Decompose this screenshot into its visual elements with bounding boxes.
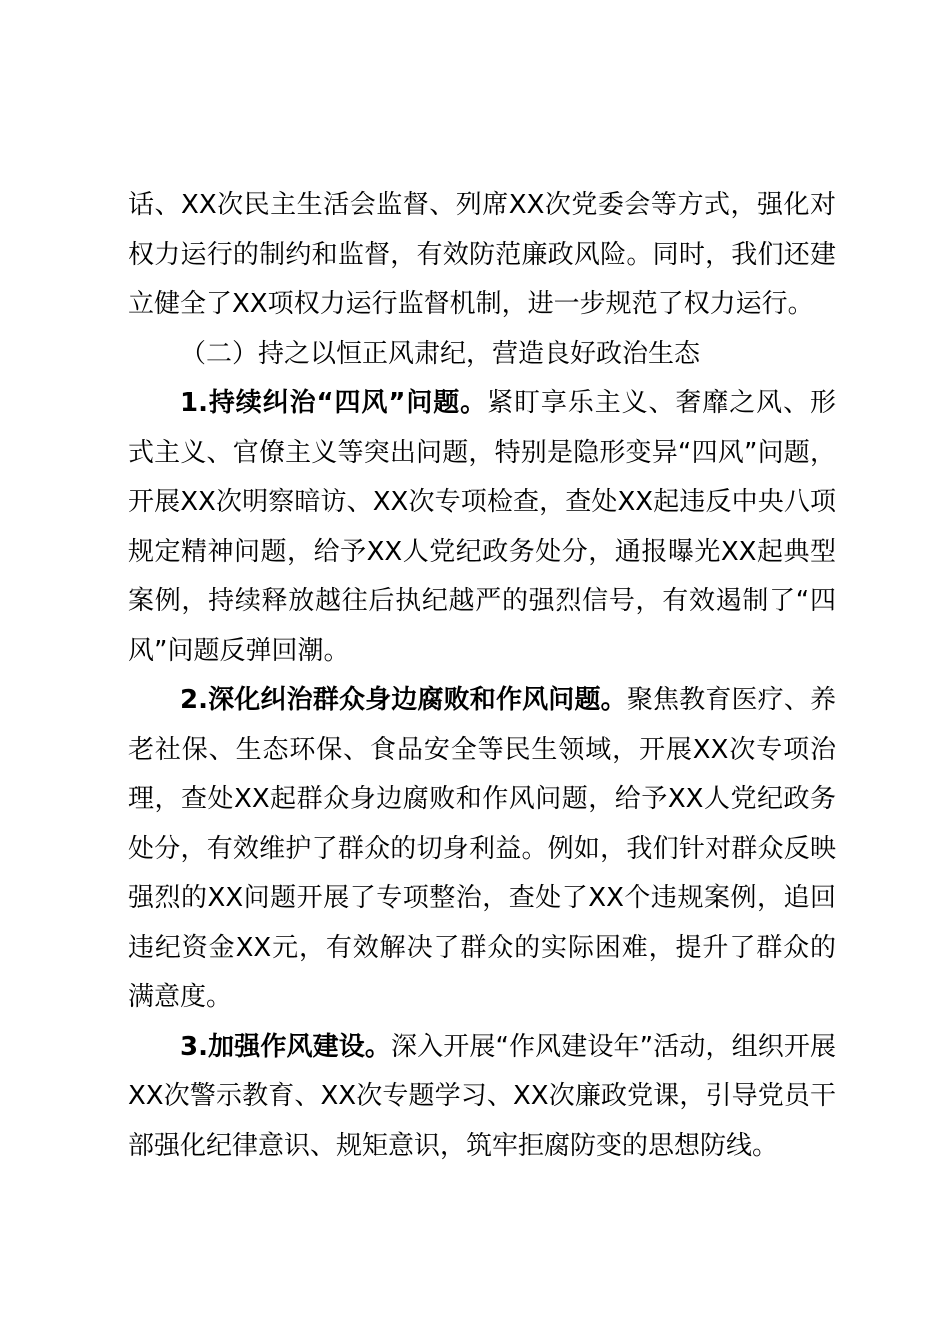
paragraph-item-3 xyxy=(128,1023,836,1172)
section-heading: （二）持之以恒正风肃纪，营造良好政治生态 xyxy=(180,338,701,369)
item-2-title: 2.深化纠治群众身边腐败和作风问题。 xyxy=(180,685,627,715)
item-1-body: 紧盯享乐主义、奢靡之风、形式主义、官僚主义等突出问题，特别是隐形变异“四风”问题，开展XX次明察暗访、XX次专项检查，查处XX起违反中央八项规定精神问题，给予XX人党纪政务处分，通报曝光XX起典型案例，持续释放越往后执纪越严的强烈信号，有效遏制了“四风”问题反弹回潮。 xyxy=(128,388,836,666)
item-3-title: 3.加强作风建设。 xyxy=(180,1031,391,1062)
item-1-title: 1.持续纠治“四风”问题。 xyxy=(180,388,488,418)
paragraph-item-2 xyxy=(128,676,836,1023)
item-3-body: 深入开展“作风建设年”活动，组织开展XX次警示教育、XX次专题学习、XX次廉政党课，引导党员干部强化纪律意识、规矩意识，筑牢拒腐防变的思想防线。 xyxy=(128,1031,836,1161)
item-2-body: 聚焦教育医疗、养老社保、生态环保、食品安全等民生领域，开展XX次专项治理，查处XX起群众身边腐败和作风问题，给予XX人党纪政务处分，有效维护了群众的切身利益。例如，我们针对群众反映强烈的XX问题开展了专项整治，查处了XX个违规案例，追回违纪资金XX元，有效解决了群众的实际困难，提升了群众的满意度。 xyxy=(128,685,836,1012)
paragraph-item-1 xyxy=(128,379,836,676)
document-body xyxy=(128,181,836,1171)
paragraph-continuation: 话、XX次民主生活会监督、列席XX次党委会等方式，强化对权力运行的制约和监督，有效防范廉政风险。同时，我们还建立健全了XX项权力运行监督机制，进一步规范了权力运行。 xyxy=(128,190,836,319)
